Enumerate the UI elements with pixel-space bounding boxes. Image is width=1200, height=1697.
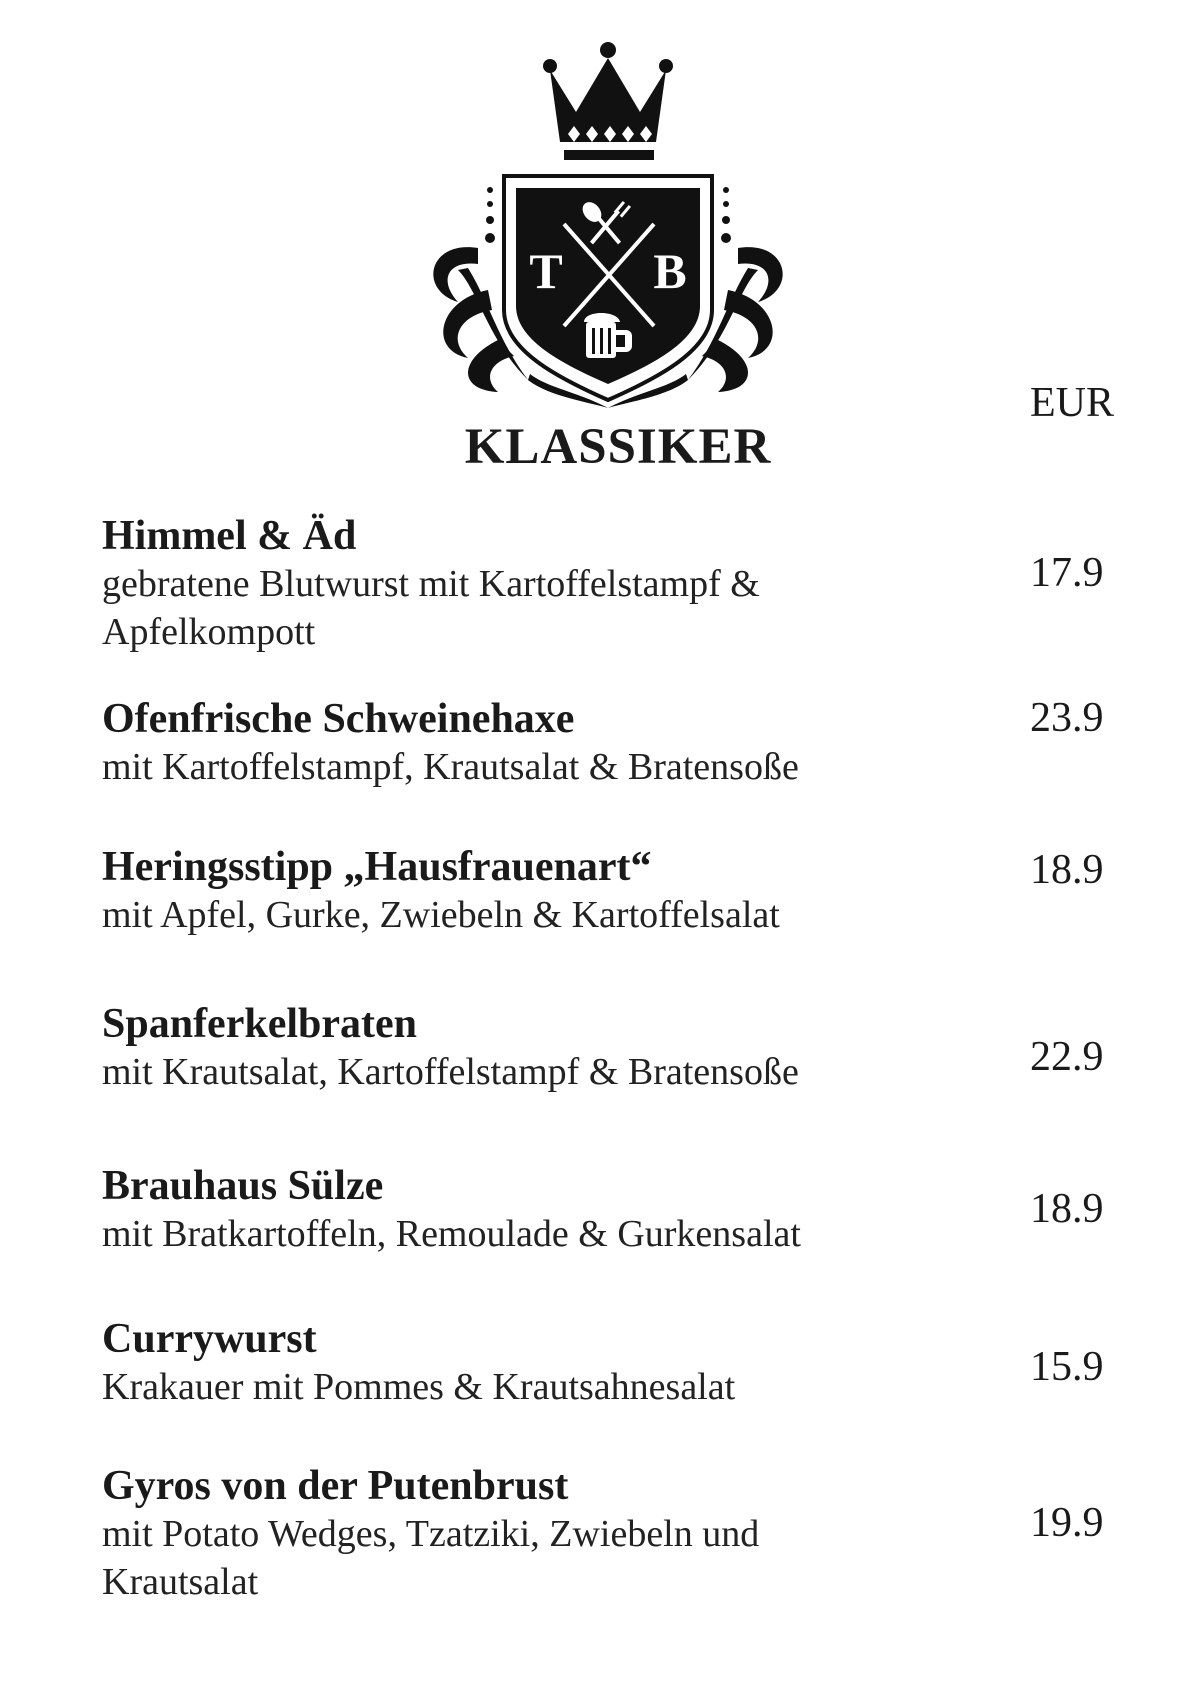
crown-icon: [543, 42, 673, 160]
logo-letter-left: T: [529, 243, 563, 299]
menu-item-name: Gyros von der Putenbrust: [102, 1463, 569, 1509]
restaurant-logo: [418, 40, 798, 412]
menu-item-name: Brauhaus Sülze: [102, 1163, 384, 1209]
menu-item-description: mit Krautsalat, Kartoffelstampf & Bratensoße: [102, 1051, 799, 1093]
currency-label: EUR: [1030, 380, 1114, 426]
menu-item-description: mit Kartoffelstampf, Krautsalat & Bratensoße: [102, 746, 799, 788]
menu-item-description: mit Apfel, Gurke, Zwiebeln & Kartoffelsalat: [102, 894, 780, 936]
menu-item: [102, 1162, 922, 1258]
menu-item-name: Ofenfrische Schweinehaxe: [102, 696, 575, 742]
menu-item-price: 18.9: [1030, 847, 1104, 893]
menu-item: [102, 843, 922, 939]
menu-item: [102, 1000, 922, 1096]
menu-item: [102, 512, 922, 656]
menu-item-name: Currywurst: [102, 1316, 317, 1362]
menu-item-description: gebratene Blutwurst mit Kartoffelstampf & Apfelkompott: [102, 563, 760, 653]
menu-item-price: 23.9: [1030, 695, 1104, 741]
menu-item: [102, 695, 922, 791]
menu-item-name: Spanferkelbraten: [102, 1001, 417, 1047]
menu-item-price: 22.9: [1030, 1034, 1104, 1080]
menu-item-description: mit Potato Wedges, Tzatziki, Zwiebeln und Krautsalat: [102, 1513, 760, 1603]
menu-item-price: 18.9: [1030, 1186, 1104, 1232]
menu-item: [102, 1462, 922, 1606]
menu-item-price: 15.9: [1030, 1344, 1104, 1390]
menu-item-price: 19.9: [1030, 1500, 1104, 1546]
menu-item-price: 17.9: [1030, 550, 1104, 596]
logo-letter-right: B: [653, 243, 687, 299]
menu-item-name: Himmel & Äd: [102, 513, 357, 559]
menu-item: [102, 1315, 922, 1411]
section-title: KLASSIKER: [464, 419, 772, 475]
menu-item-description: Krakauer mit Pommes & Krautsahnesalat: [102, 1366, 736, 1408]
menu-item-description: mit Bratkartoffeln, Remoulade & Gurkensalat: [102, 1213, 801, 1255]
menu-item-name: Heringsstipp „Hausfrauenart“: [102, 844, 652, 890]
